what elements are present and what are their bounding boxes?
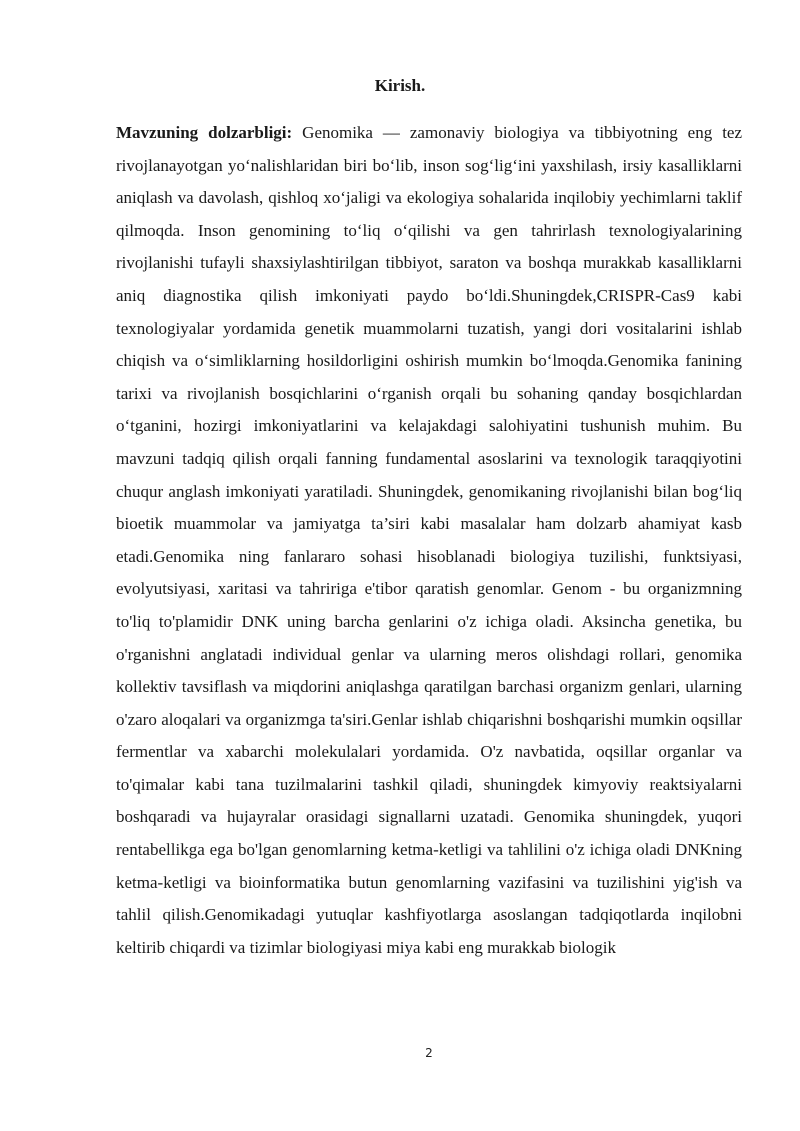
lead-label: Mavzuning dolzarbligi: xyxy=(116,123,293,142)
paragraph-text: Genomika — zamonaviy biologiya va tibbiyotning eng tez rivojlanayotgan yo‘nalishlaridan biri bo‘lib, inson sog‘lig‘ini yaxshilash, irsiy kasalliklarni aniqlash va davolash, qishloq xo‘jaligi va ekologiya sohalarida inqilobiy yechimlarni taklif qilmoqda. Inson genomining to‘liq o‘qilishi va gen tahrirlash texnologiyalarining rivojlanishi tufayli shaxsiylashtirilgan tibbiyot, saraton va boshqa murakkab kasalliklarni aniq diagnostika qilish imkoniyati paydo bo‘ldi.Shuningdek,CRISPR-Cas9 kabi texnologiyalar yordamida genetik muammolarni tuzatish, yangi dori vositalarini ishlab chiqish va o‘simliklarning hosildorligini oshirish mumkin bo‘lmoqda.Genomika fanining tarixi va rivojlanish bosqichlarini o‘rganish orqali bu sohaning qanday bosqichlardan o‘tganini, hozirgi imkoniyatlarini va kelajakdagi salohiyatini tushunish muhim. Bu mavzuni tadqiq qilish orqali fanning fundamental asoslarini va texnologik taraqqiyotini chuqur anglash imkoniyati yaratiladi. Shuningdek, genomikaning rivojlanishi bilan bog‘liq bioetik muammolar va jamiyatga ta’siri kabi masalalar ham dolzarb ahamiyat kasb etadi.Genomika ning fanlararo sohasi hisoblanadi biologiya tuzilishi, funktsiyasi, evolyutsiyasi, xaritasi va tahririga e'tibor qaratish genomlar. Genom - bu organizmning to'liq to'plamidir DNK uning barcha genlarini o'z ichiga oladi. Aksincha genetika, bu o'rganishni anglatadi individual genlar va ularning meros olishdagi rollari, genomika kollektiv tavsiflash va miqdorini aniqlashga qaratilgan barchasi organizm genlari, ularning o'zaro aloqalari va organizmga ta'siri.Genlar ishlab chiqarishni boshqarishi mumkin oqsillar fermentlar va xabarchi molekulalari yordamida. O'z navbatida, oqsillar organlar va to'qimalar kabi tana tuzilmalarini tashkil qiladi, shuningdek kimyoviy reaktsiyalarni boshqaradi va hujayralar orasidagi signallarni uzatadi. Genomika shuningdek, yuqori rentabellikga ega bo'lgan genomlarning ketma-ketligi va tahlilini o'z ichiga oladi DNKning ketma-ketligi va bioinformatika butun genomlarning vazifasini va tuzilishini yig'ish va tahlil qilish.Genomikadagi yutuqlar kashfiyotlarga asoslangan tadqiqotlarda inqilobni keltirib chiqardi va tizimlar biologiyasi miya kabi eng murakkab biologik xyxy=(116,123,743,957)
page-number: 2 xyxy=(425,1046,433,1060)
body-paragraph xyxy=(116,117,742,964)
section-heading: Kirish. xyxy=(374,76,426,95)
